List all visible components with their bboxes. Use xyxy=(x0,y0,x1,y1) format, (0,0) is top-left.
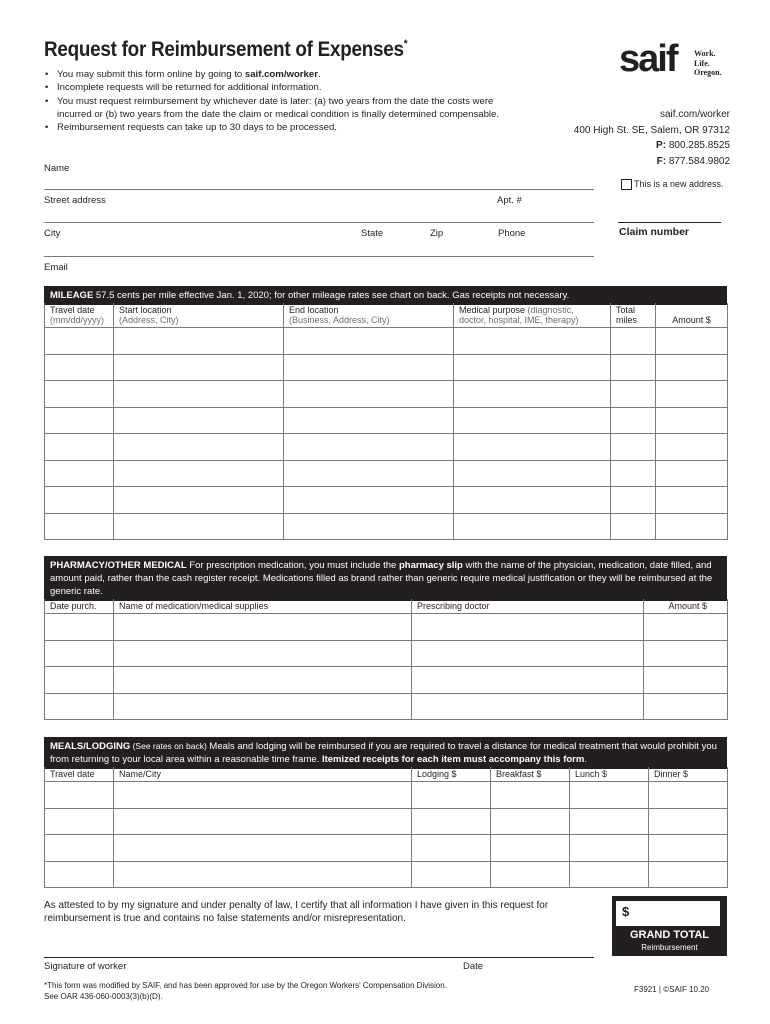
pharmacy-table xyxy=(44,599,728,720)
table-cell-input[interactable] xyxy=(45,328,114,355)
table-cell-input[interactable] xyxy=(284,434,454,461)
table-cell-input[interactable] xyxy=(454,407,611,434)
grand-total-box xyxy=(612,896,727,956)
contact-fax: F: 877.584.9802 xyxy=(656,156,730,168)
table-cell-input[interactable] xyxy=(45,614,114,641)
col-prescribing-doctor: Prescribing doctor xyxy=(412,599,644,614)
table-cell-input[interactable] xyxy=(284,354,454,381)
table-row xyxy=(45,354,728,381)
street-address-label: Street address xyxy=(44,195,106,206)
table-cell-input[interactable] xyxy=(656,487,728,514)
table-cell-input[interactable] xyxy=(454,434,611,461)
contact-address: 400 High St. SE, Salem, OR 97312 xyxy=(573,124,730,136)
table-cell-input[interactable] xyxy=(649,835,728,862)
table-cell-input[interactable] xyxy=(284,460,454,487)
meals-header-row xyxy=(45,767,728,782)
logo-tagline: Work. Life. Oregon. xyxy=(694,49,722,77)
instructions-list xyxy=(44,68,574,134)
signature-label: Signature of worker xyxy=(44,961,127,972)
table-cell-input[interactable] xyxy=(491,782,570,809)
table-cell-input[interactable] xyxy=(114,513,284,540)
attestation-text: As attested to by my signature and under penalty of law, I certify that all information I have given in this request for reimbursement is true and contains no false statements and/or misrepresentation. xyxy=(44,900,549,924)
meals-table xyxy=(44,767,728,888)
contact-phone: P: 800.285.8525 xyxy=(656,140,730,152)
table-cell-input[interactable] xyxy=(114,407,284,434)
table-cell-input[interactable] xyxy=(412,808,491,835)
grand-total-field[interactable]: $ xyxy=(616,901,720,926)
col-end-location: End location (Business, Address, City) xyxy=(284,303,454,328)
col-start-location: Start location (Address, City) xyxy=(114,303,284,328)
table-row xyxy=(45,782,728,809)
col-amount: Amount $ xyxy=(644,599,728,614)
state-label: State xyxy=(361,228,384,239)
col-lunch: Lunch $ xyxy=(570,767,649,782)
table-cell-input[interactable] xyxy=(45,667,114,694)
date-label: Date xyxy=(463,961,484,972)
table-row xyxy=(45,640,728,667)
table-cell-input[interactable] xyxy=(114,693,412,720)
logo-wordmark: saif xyxy=(619,38,677,80)
table-row xyxy=(45,693,728,720)
table-cell-input[interactable] xyxy=(611,513,656,540)
table-cell-input[interactable] xyxy=(649,861,728,888)
table-cell-input[interactable] xyxy=(454,354,611,381)
table-cell-input[interactable] xyxy=(611,434,656,461)
col-travel-date: Travel date xyxy=(45,767,114,782)
table-row xyxy=(45,513,728,540)
table-cell-input[interactable] xyxy=(114,667,412,694)
table-cell-input[interactable] xyxy=(644,667,728,694)
city-label: City xyxy=(44,228,61,239)
table-cell-input[interactable] xyxy=(656,354,728,381)
col-breakfast: Breakfast $ xyxy=(491,767,570,782)
zip-label: Zip xyxy=(430,228,444,239)
table-cell-input[interactable] xyxy=(412,782,491,809)
table-cell-input[interactable] xyxy=(454,381,611,408)
name-field[interactable] xyxy=(44,189,594,190)
contact-website: saif.com/worker xyxy=(659,109,730,120)
meals-section-header: MEALS/LODGING (See rates on back) Meals and lodging will be reimbursed if you are required to travel a distance for medical treatment that would prohibit you from returning to your local area within a reasonable time frame. Itemized receipts for each item must accompany this form. xyxy=(44,737,727,769)
saif-logo xyxy=(619,38,734,80)
col-date-purchased: Date purch. xyxy=(45,599,114,614)
new-address-label: This is a new address. xyxy=(634,179,724,189)
grand-total-label: GRAND TOTAL xyxy=(629,929,710,941)
table-row xyxy=(45,328,728,355)
table-cell-input[interactable] xyxy=(114,328,284,355)
table-cell-input[interactable] xyxy=(656,407,728,434)
table-cell-input[interactable] xyxy=(45,434,114,461)
form-number: F3921 | ©SAIF 10.20 xyxy=(634,985,710,994)
table-cell-input[interactable] xyxy=(454,513,611,540)
table-cell-input[interactable] xyxy=(45,693,114,720)
table-cell-input[interactable] xyxy=(284,328,454,355)
col-travel-date: Travel date (mm/dd/yyyy) xyxy=(45,303,114,328)
table-row xyxy=(45,434,728,461)
col-dinner: Dinner $ xyxy=(649,767,728,782)
table-cell-input[interactable] xyxy=(284,487,454,514)
table-cell-input[interactable] xyxy=(644,640,728,667)
city-field[interactable] xyxy=(44,256,594,257)
col-amount: Amount $ xyxy=(656,303,728,328)
instruction-item-continued: incurred or (b) two years from the date the claim or medical condition is finally determined compensable. xyxy=(57,108,500,120)
table-cell-input[interactable] xyxy=(114,808,412,835)
table-cell-input[interactable] xyxy=(412,835,491,862)
table-cell-input[interactable] xyxy=(45,487,114,514)
table-row xyxy=(45,808,728,835)
table-cell-input[interactable] xyxy=(644,614,728,641)
table-row xyxy=(45,381,728,408)
table-cell-input[interactable] xyxy=(45,835,114,862)
pharmacy-section-header: PHARMACY/OTHER MEDICAL For prescription medication, you must include the pharmacy slip with the name of the physician, medication, date filled, and amount paid, rather than the cash register receipt. Medications filled as brand rather than generic require medical justification or they will be reimbursed at the generic rate. xyxy=(44,556,727,601)
table-cell-input[interactable] xyxy=(454,328,611,355)
new-address-checkbox[interactable] xyxy=(621,179,632,190)
table-cell-input[interactable] xyxy=(656,460,728,487)
table-row xyxy=(45,407,728,434)
table-cell-input[interactable] xyxy=(284,513,454,540)
table-cell-input[interactable] xyxy=(114,460,284,487)
mileage-table xyxy=(44,303,728,540)
table-cell-input[interactable] xyxy=(611,328,656,355)
mileage-header-row xyxy=(45,303,728,328)
table-cell-input[interactable] xyxy=(114,487,284,514)
table-cell-input[interactable] xyxy=(45,861,114,888)
grand-total-sublabel: Reimbursement xyxy=(641,943,698,952)
table-cell-input[interactable] xyxy=(656,381,728,408)
street-address-field[interactable] xyxy=(44,222,594,223)
table-cell-input[interactable] xyxy=(454,460,611,487)
name-label: Name xyxy=(44,163,70,174)
table-cell-input[interactable] xyxy=(412,614,644,641)
table-cell-input[interactable] xyxy=(114,381,284,408)
table-cell-input[interactable] xyxy=(45,460,114,487)
table-cell-input[interactable] xyxy=(491,808,570,835)
table-cell-input[interactable] xyxy=(114,861,412,888)
table-cell-input[interactable] xyxy=(454,487,611,514)
table-cell-input[interactable] xyxy=(570,782,649,809)
phone-label: Phone xyxy=(498,228,526,239)
table-row xyxy=(45,487,728,514)
table-row xyxy=(45,861,728,888)
table-cell-input[interactable] xyxy=(114,354,284,381)
mileage-section-header: MILEAGE 57.5 cents per mile effective Jan. 1, 2020; for other mileage rates see chart on back. Gas receipts not necessary. xyxy=(44,286,727,305)
apt-label: Apt. # xyxy=(497,195,522,206)
table-cell-input[interactable] xyxy=(570,808,649,835)
table-cell-input[interactable] xyxy=(611,381,656,408)
contact-block xyxy=(574,107,730,170)
table-cell-input[interactable] xyxy=(412,693,644,720)
col-medical-purpose: Medical purpose (diagnostic, doctor, hospital, IME, therapy) xyxy=(454,303,611,328)
claim-number-field[interactable] xyxy=(618,222,721,223)
table-cell-input[interactable] xyxy=(656,328,728,355)
table-cell-input[interactable] xyxy=(656,434,728,461)
table-cell-input[interactable] xyxy=(491,861,570,888)
table-cell-input[interactable] xyxy=(412,640,644,667)
page-title: Request for Reimbursement of Expenses* xyxy=(44,38,408,61)
claim-number-label: Claim number xyxy=(619,226,690,238)
table-cell-input[interactable] xyxy=(45,407,114,434)
table-cell-input[interactable] xyxy=(611,460,656,487)
col-name-city: Name/City xyxy=(114,767,412,782)
table-cell-input[interactable] xyxy=(114,614,412,641)
table-cell-input[interactable] xyxy=(284,381,454,408)
instruction-item: • You must request reimbursement by whichever date is later: (a) two years from the date the costs were xyxy=(44,95,574,108)
instruction-item: • You may submit this form online by going to saif.com/worker. xyxy=(44,68,574,81)
footnote: *This form was modified by SAIF, and has been approved for use by the Oregon Workers' Compensation Division. See OAR 436-060-0003(3)(b)(D). xyxy=(44,981,447,1001)
table-cell-input[interactable] xyxy=(114,434,284,461)
pharmacy-header-row xyxy=(45,599,728,614)
table-cell-input[interactable] xyxy=(649,782,728,809)
table-cell-input[interactable] xyxy=(611,407,656,434)
col-medication-name: Name of medication/medical supplies xyxy=(114,599,412,614)
table-cell-input[interactable] xyxy=(45,808,114,835)
table-cell-input[interactable] xyxy=(570,861,649,888)
table-cell-input[interactable] xyxy=(114,640,412,667)
signature-line[interactable] xyxy=(44,957,594,958)
table-cell-input[interactable] xyxy=(656,513,728,540)
table-cell-input[interactable] xyxy=(45,640,114,667)
table-cell-input[interactable] xyxy=(644,693,728,720)
table-cell-input[interactable] xyxy=(114,835,412,862)
email-label: Email xyxy=(44,262,68,273)
table-cell-input[interactable] xyxy=(284,407,454,434)
table-cell-input[interactable] xyxy=(114,782,412,809)
table-cell-input[interactable] xyxy=(570,835,649,862)
table-cell-input[interactable] xyxy=(45,513,114,540)
table-row xyxy=(45,667,728,694)
table-cell-input[interactable] xyxy=(45,381,114,408)
table-cell-input[interactable] xyxy=(412,861,491,888)
instruction-item: • Incomplete requests will be returned for additional information. xyxy=(44,81,574,94)
col-lodging: Lodging $ xyxy=(412,767,491,782)
table-cell-input[interactable] xyxy=(491,835,570,862)
table-cell-input[interactable] xyxy=(412,667,644,694)
instruction-item: • Reimbursement requests can take up to 30 days to be processed. xyxy=(44,121,574,134)
table-cell-input[interactable] xyxy=(611,487,656,514)
col-total-miles: Total miles xyxy=(611,303,656,328)
table-row xyxy=(45,460,728,487)
table-cell-input[interactable] xyxy=(611,354,656,381)
table-row xyxy=(45,835,728,862)
table-row xyxy=(45,614,728,641)
table-cell-input[interactable] xyxy=(45,782,114,809)
table-cell-input[interactable] xyxy=(45,354,114,381)
table-cell-input[interactable] xyxy=(649,808,728,835)
